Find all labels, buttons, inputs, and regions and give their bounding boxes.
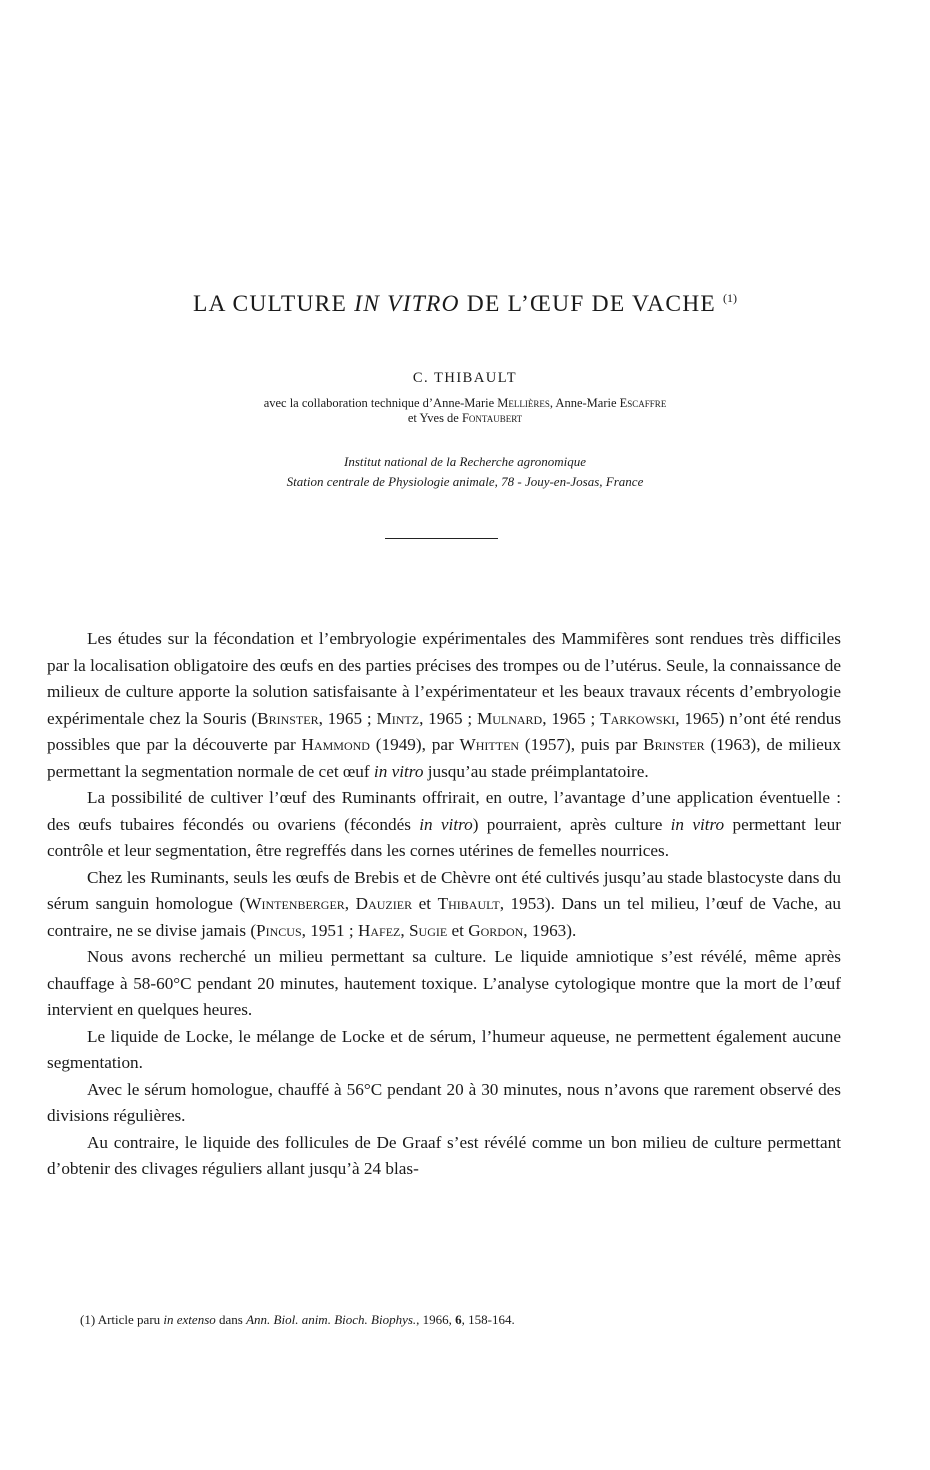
paragraph-7: Au contraire, le liquide des follicules de De Graaf s’est révélé comme un bon milieu de culture permettant d’obtenir des clivages réguliers allant jusqu’à 24 blas- [47,1132,841,1178]
title-italic: IN VITRO [354,291,460,317]
paragraph-6: Avec le sérum homologue, chauffé à 56°C pendant 20 à 30 minutes, nous n’avons que rarement observé des divisions régulières. [47,1079,841,1125]
paragraph-1: Les études sur la fécondation et l’embryologie expérimentales des Mammifères sont rendues très difficiles par la localisation obligatoire des œufs en des parties précises des trompes ou de l’utérus. Seule, la connaissance de milieux de culture apporte la solution satisfaisante à l’expérimentateur et les beaux travaux récents d’embryologie expérimentale chez la Souris (Brinster, 1965 ; Mintz, 1965 ; Mulnard, 1965 ; Tarkowski, 1965) n’ont été rendus possibles que par la découverte par Hammond (1949), par Whitten (1957), puis par Brinster (1963), de milieux permettant la segmentation normale de cet œuf in vitro jusqu’au stade préimplantatoire. [47,629,842,781]
separator-rule [385,538,498,539]
title-footnote-marker: (1) [723,291,738,305]
footnote-marker: (1) [80,1312,96,1327]
affiliation [100,452,830,492]
paragraph-4: Nous avons recherché un milieu permettant sa culture. Le liquide amniotique s’est révélé, même après chauffage à 58-60°C pendant 20 minutes, hautement toxique. L’analyse cytologique montre que la mort de l’œuf intervient en quelques heures. [47,947,841,1019]
paragraph-3: Chez les Ruminants, seuls les œufs de Brebis et de Chèvre ont été cultivés jusqu’au stade blastocyste dans du sérum sanguin homologue (Wintenberger, Dauzier et Thibault, 1953). Dans un tel milieu, l’œuf de Vache, au contraire, ne se divise jamais (Pincus, 1951 ; Hafez, Sugie et Gordon, 1963). [47,867,842,940]
title-text: LA CULTURE [192,291,355,317]
title-text-end: DE L’ŒUF DE VACHE [459,291,716,317]
collaborator-name: Fontaubert [461,411,523,425]
collaborator-name: Mellières [497,396,550,410]
affiliation-station: Station centrale de Physiologie animale, 78 - Jouy-en-Josas, France [286,474,644,489]
paragraph-2: La possibilité de cultiver l’œuf des Ruminants offrirait, en outre, l’avantage d’une application éventuelle : des œufs tubaires fécondés ou ovariens (fécondés in vitro) pourraient, après culture in vitro permettant leur contrôle et leur segmentation, être regreffés dans les cornes utérines de femelles nourrices. [47,788,841,860]
author-name: C. THIBAULT [412,370,518,386]
affiliation-institute: Institut national de la Recherche agronomique [343,454,587,469]
collaborators: avec la collaboration technique d’Anne-Marie Mellières, Anne-Marie Escaffre et Yves de Fontaubert [263,396,667,425]
footnote: (1) Article paru in extenso dans Ann. Biol. anim. Bioch. Biophys., 1966, 6, 158-164. [80,1312,515,1327]
collaborator-name: Escaffre [619,396,667,410]
paragraph-5: Le liquide de Locke, le mélange de Locke et de sérum, l’humeur aqueuse, ne permettent également aucune segmentation. [47,1026,841,1072]
article-body [47,626,841,1183]
article-title [0,291,930,318]
